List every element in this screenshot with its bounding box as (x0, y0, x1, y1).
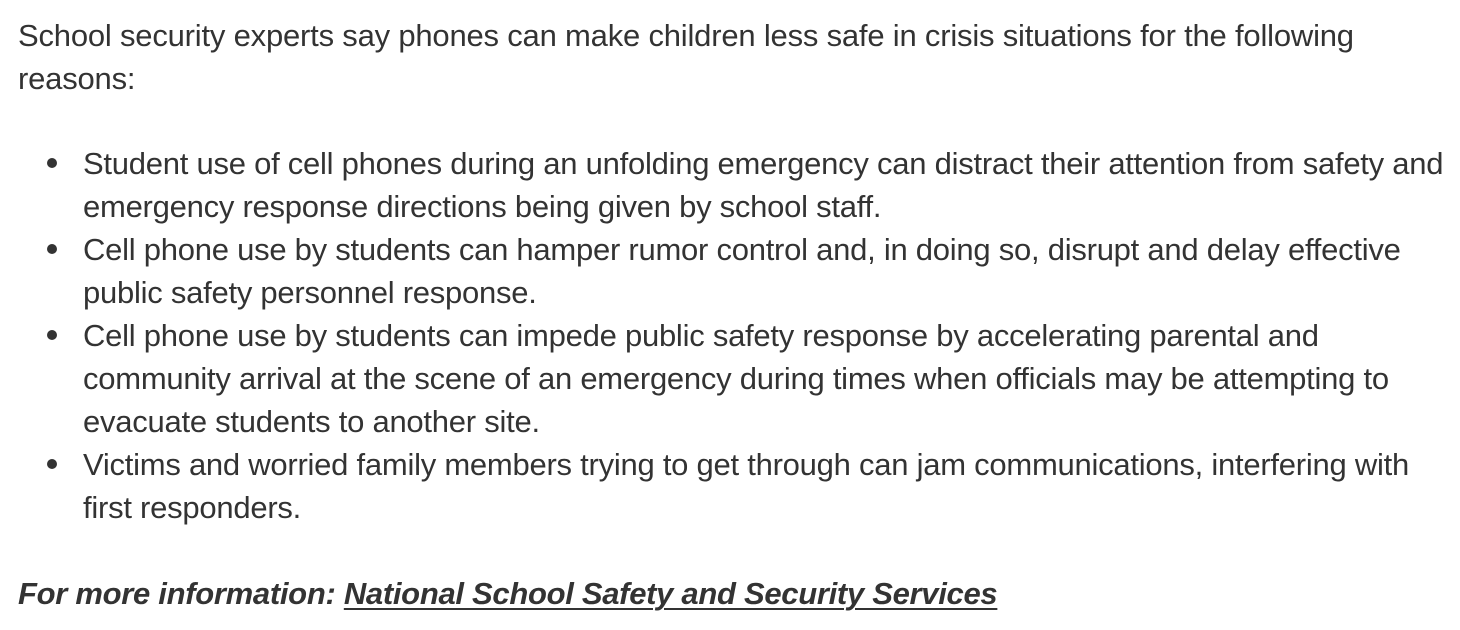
list-item (18, 142, 1448, 228)
list-item (18, 228, 1448, 314)
list-item-text: Cell phone use by students can impede public safety response by accelerating parental and community arrival at the scene of an emergency during times when officials may be attempting to evacuate students to another site. (83, 318, 1389, 439)
more-info-label: For more information: (18, 576, 336, 611)
bullet-icon (47, 244, 57, 254)
reasons-list (18, 142, 1448, 529)
list-item (18, 314, 1448, 443)
bullet-icon (47, 330, 57, 340)
article-body (18, 14, 1448, 615)
intro-paragraph: School security experts say phones can make children less safe in crisis situations for the following reasons: (18, 18, 1354, 96)
bullet-icon (47, 459, 57, 469)
list-item-text: Cell phone use by students can hamper rumor control and, in doing so, disrupt and delay effective public safety personnel response. (83, 232, 1401, 310)
list-item-text: Student use of cell phones during an unfolding emergency can distract their attention from safety and emergency response directions being given by school staff. (83, 146, 1444, 224)
list-item (18, 443, 1448, 529)
more-info (18, 572, 1448, 615)
list-item-text: Victims and worried family members trying to get through can jam communications, interfering with first responders. (83, 447, 1409, 525)
more-info-link[interactable]: National School Safety and Security Services (343, 576, 998, 611)
bullet-icon (47, 158, 57, 168)
